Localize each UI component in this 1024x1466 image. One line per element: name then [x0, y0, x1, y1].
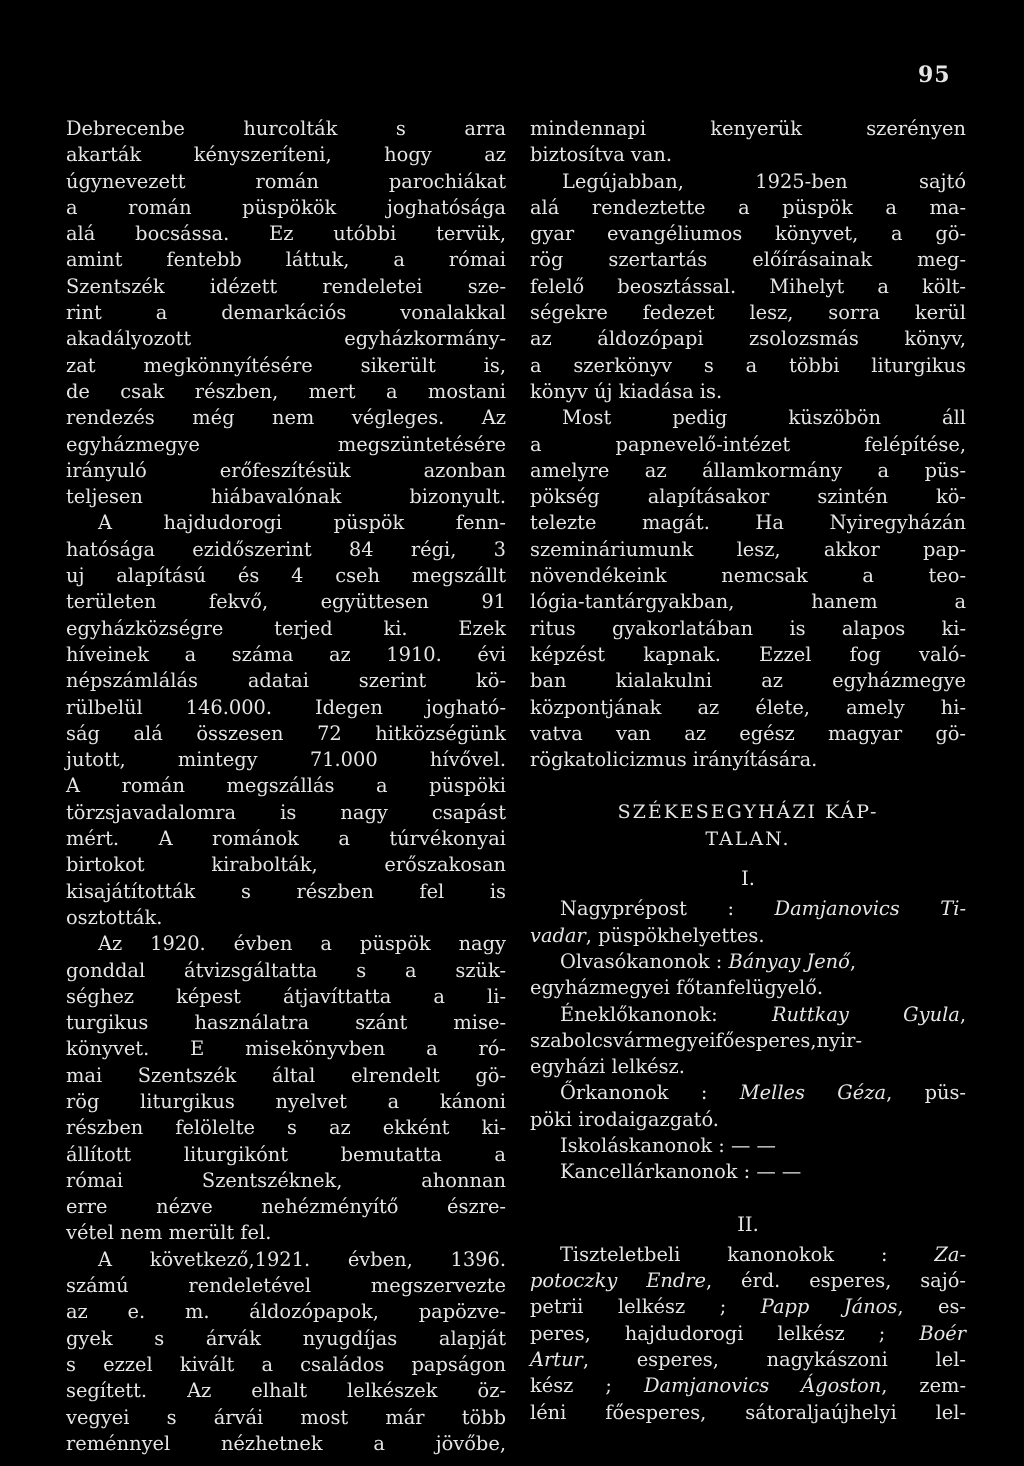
section-number-2: II.	[737, 1212, 759, 1236]
text-line: részben felölelte s az ekként ki-	[66, 1116, 506, 1140]
left-column	[66, 116, 506, 1457]
text-line: de csak részben, mert a mostani	[66, 379, 506, 403]
text-line: pökség alapításakor szintén kö-	[530, 485, 966, 509]
text-line: úgynevezett román parochiákat	[66, 169, 506, 193]
text-line: a papnevelő-intézet felépítése,	[530, 432, 966, 456]
text-line: rendezés még nem végleges. Az	[66, 406, 506, 430]
text-line: séghez képest átjavíttatta a li-	[66, 984, 506, 1008]
text-line: zat megkönnyítésére sikerült is,	[66, 353, 506, 377]
text-line: az áldozópapi zsolozsmás könyv,	[530, 327, 966, 351]
text-line: gyar evangéliumos könyvet, a gö-	[530, 222, 966, 246]
text-line: A román megszállás a püspöki	[66, 774, 506, 798]
honorary-canons-line-3: petrii lelkész ; Papp János, es-	[530, 1295, 966, 1319]
canon-entry-orkanonok: Őrkanonok : Melles Géza, püs-	[560, 1081, 966, 1105]
text-line: Szentszék idézett rendeletei sze-	[66, 274, 506, 298]
section-heading-line-1: SZÉKESEGYHÁZI KÁP-	[617, 801, 879, 824]
text-line: rög szertartás előírásainak meg-	[530, 248, 966, 272]
text-line: gonddal átvizsgáltatta s a szük-	[66, 958, 506, 982]
text-line: törzsjavadalomra is nagy csapást	[66, 800, 506, 824]
text-line: amelyre az államkormány a püs-	[530, 458, 966, 482]
honorary-canons-line-7: léni főesperes, sátoraljaújhelyi lel-	[530, 1400, 966, 1424]
text-line: vétel nem merült fel.	[66, 1221, 272, 1245]
text-line: rögkatolicizmus irányítására.	[530, 748, 818, 772]
text-line: híveinek a száma az 1910. évi	[66, 642, 506, 666]
canon-entry-nagyprepost-cont: vadar, püspökhelyettes.	[530, 923, 765, 947]
honorary-canons-line-1: Tiszteletbeli kanonokok : Za-	[560, 1242, 966, 1266]
text-line: Debrecenbe hurcolták s arra	[66, 117, 506, 140]
text-line: uj alapítású és 4 cseh megszállt	[66, 564, 506, 588]
text-line: szemináriumunk lesz, akkor pap-	[530, 537, 966, 561]
text-line: turgikus használatra szánt mise-	[66, 1011, 506, 1035]
text-line: vegyei s árvái most már több	[66, 1405, 506, 1429]
text-line: könyv új kiadása is.	[530, 379, 723, 403]
canon-entry-olvasokanonok: Olvasókanonok : Bányay Jenő,	[560, 949, 857, 973]
canon-entry-eneklokanonok: Éneklőkanonok: Ruttkay Gyula,	[560, 1002, 967, 1026]
text-line: amint fentebb láttuk, a római	[66, 248, 506, 272]
text-line: ritus gyakorlatában is alapos ki-	[530, 616, 966, 640]
text-line: központjának az élete, amely hi-	[530, 695, 966, 719]
honorary-canons-line-6: kész ; Damjanovics Ágoston, zem-	[530, 1374, 966, 1398]
text-line: reménnyel nézhetnek a jövőbe,	[66, 1431, 506, 1455]
text-line: segített. Az elhalt lelkészek öz-	[66, 1379, 506, 1403]
text-line: növendékeink nemcsak a teo-	[530, 564, 966, 588]
section-number-1: I.	[741, 867, 755, 891]
right-column	[530, 116, 966, 1426]
text-line: a szerkönyv s a többi liturgikus	[530, 353, 966, 377]
text-line: képzést kapnak. Ezzel fog való-	[530, 642, 966, 666]
text-line: jutott, mintegy 71.000 hívővel.	[66, 748, 506, 772]
text-line: A hajdudorogi püspök fenn-	[98, 511, 506, 535]
text-line: alá rendeztette a püspök a ma-	[530, 195, 966, 219]
text-line: vatva van az egész magyar gö-	[530, 721, 966, 745]
canon-entry-olvasokanonok-cont: egyházmegyei főtanfelügyelő.	[530, 976, 824, 1000]
text-line: könyvet. E misekönyvben a ró-	[66, 1037, 506, 1061]
text-line: római Szentszéknek, ahonnan	[66, 1168, 506, 1192]
text-line: népszámlálás adatai szerint kö-	[66, 669, 506, 693]
text-line: felelő beosztással. Mihelyt a költ-	[530, 274, 966, 298]
text-line: telezte magát. Ha Nyiregyházán	[530, 511, 966, 535]
text-line: akarták kényszeríteni, hogy az	[66, 143, 506, 167]
honorary-canons-line-4: peres, hajdudorogi lelkész ; Boér	[530, 1321, 966, 1345]
page-number: 95	[918, 62, 951, 88]
text-line: egyházmegye megszüntetésére	[66, 432, 506, 456]
text-line: s ezzel kivált a családos papságon	[66, 1352, 506, 1376]
honorary-canons-line-2: potoczky Endre, érd. esperes, sajó-	[530, 1269, 966, 1293]
text-line: ban kialakulni az egyházmegye	[530, 669, 966, 693]
text-line: biztosítva van.	[530, 143, 673, 167]
canon-entry-nagyprepost: Nagyprépost : Damjanovics Ti-	[560, 897, 966, 921]
right-column-body	[530, 116, 966, 773]
text-line: hatósága ezidőszerint 84 régi, 3	[66, 537, 506, 561]
text-line: teljesen hiábavalónak bizonyult.	[66, 485, 506, 509]
text-line: ság alá összesen 72 hitközségünk	[66, 721, 506, 745]
honorary-canons-line-5: Artur, esperes, nagykászoni lel-	[530, 1348, 966, 1372]
canon-entry-iskolaskanonok: Iskoláskanonok : — —	[560, 1133, 776, 1157]
text-line: mért. A románok a túrvékonyai	[66, 827, 506, 851]
text-line: rint a demarkációs vonalakkal	[66, 301, 506, 325]
canon-entry-eneklokanonok-cont: szabolcsvármegyeifőesperes,nyir-	[530, 1028, 863, 1052]
text-line: Legújabban, 1925-ben sajtó	[562, 169, 966, 193]
text-line: rülbelül 146.000. Idegen jogható-	[66, 695, 506, 719]
text-line: kisajátították s részben fel is	[66, 879, 506, 903]
text-line: erre nézve nehézményítő észre-	[66, 1195, 506, 1219]
canon-entry-kancellarkanonok: Kancellárkanonok : — —	[560, 1160, 802, 1184]
text-line: ségekre fedezet lesz, sorra kerül	[530, 301, 966, 325]
section-heading-line-2: TALAN.	[705, 827, 791, 850]
canon-entry-orkanonok-cont: pöki irodaigazgató.	[530, 1107, 719, 1131]
canon-entry-eneklokanonok-cont2: egyházi lelkész.	[530, 1055, 685, 1079]
text-line: alá bocsássa. Ez utóbbi tervük,	[66, 222, 506, 246]
text-line: Az 1920. évben a püspök nagy	[98, 932, 506, 956]
text-line: irányuló erőfeszítésük azonban	[66, 458, 506, 482]
text-line: a román püspökök joghatósága	[66, 195, 506, 219]
text-line: gyek s árvák nyugdíjas alapját	[66, 1326, 506, 1350]
text-line: A következő,1921. évben, 1396.	[98, 1247, 506, 1271]
text-line: egyházközségre terjed ki. Ezek	[66, 616, 506, 640]
text-line: akadályozott egyházkormány-	[66, 327, 506, 351]
text-line: területen fekvő, együttesen 91	[66, 590, 506, 614]
text-line: Most pedig küszöbön áll	[562, 406, 966, 430]
text-line: állított liturgikónt bemutatta a	[66, 1142, 506, 1166]
text-line: mindennapi kenyerük szerényen	[530, 117, 966, 140]
text-line: mai Szentszék által elrendelt gö-	[66, 1063, 506, 1087]
text-line: rög liturgikus nyelvet a kánoni	[66, 1089, 506, 1113]
text-line: osztották.	[66, 905, 163, 929]
text-line: birtokot kirabolták, erőszakosan	[66, 853, 506, 877]
text-line: lógia-tantárgyakban, hanem a	[530, 590, 966, 614]
text-line: az e. m. áldozópapok, papözve-	[66, 1300, 506, 1324]
text-line: számú rendeletével megszervezte	[66, 1274, 506, 1298]
